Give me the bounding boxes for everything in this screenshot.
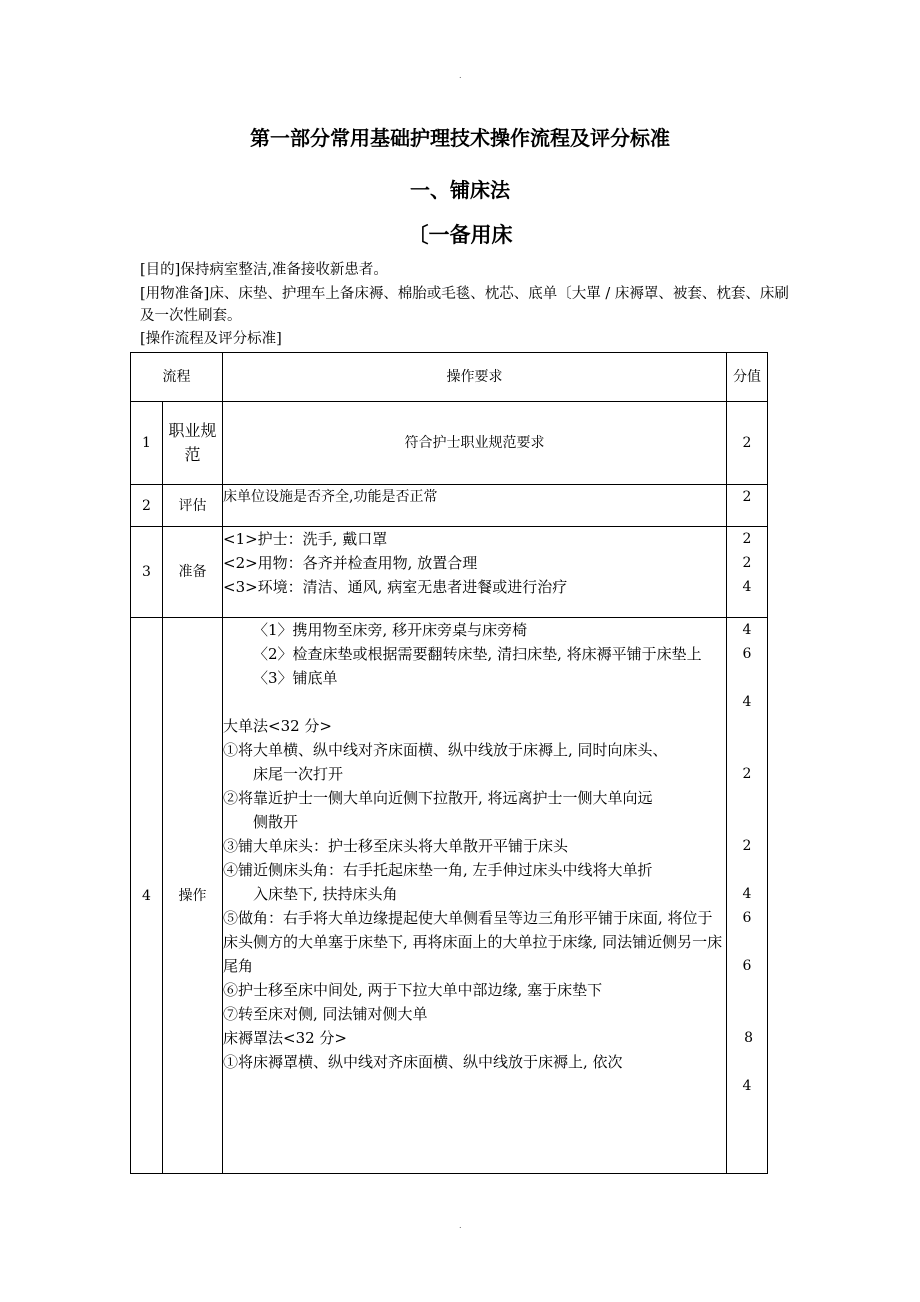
requirement-line: 〈3〉铺底单 (253, 669, 338, 687)
table-header-row (131, 353, 768, 402)
requirement-line: 床尾一次打开 (253, 765, 344, 783)
requirement-line: ⑥护士移至床中间处, 两于下拉大单中部边缘, 塞于床垫下 (223, 981, 603, 999)
score-value: 6 (742, 646, 752, 662)
score-value: 4 (742, 579, 752, 595)
row-step-name: 职业规范 (163, 402, 223, 485)
materials-text: [用物准备]床、床垫、护理车上备床褥、棉胎或毛毯、枕芯、底单〔大單 / 床褥罩、被套、枕套、床刷及一次性刷套。 (140, 286, 789, 324)
row-score: 2 (727, 402, 768, 485)
row-number: 4 (131, 618, 163, 1174)
requirement-line: 〈1〉携用物至床旁, 移开床旁桌与床旁椅 (253, 621, 528, 639)
document-title: 第一部分常用基础护理技术操作流程及评分标准 (250, 126, 670, 150)
requirement-line: <2>用物：各齐并检查用物, 放置合理 (223, 554, 478, 572)
scoring-table (130, 352, 768, 1174)
requirement-line: 大单法<32 分> (223, 717, 332, 735)
requirement-line: ①将大单横、纵中线对齐床面横、纵中线放于床褥上, 同时向床头、 (223, 741, 668, 759)
subsection-heading: 〔一备用床 (407, 223, 513, 247)
score-value: 2 (742, 531, 752, 547)
score-value: 2 (742, 766, 752, 782)
row-requirement (223, 527, 727, 618)
requirement-line: 侧散开 (253, 813, 299, 831)
score-value: 4 (742, 694, 752, 710)
row-number: 1 (131, 402, 163, 485)
score-value: 2 (742, 838, 752, 854)
score-value: 2 (742, 555, 752, 571)
requirement-line: 〈2〉检查床垫或根据需要翻转床垫, 清扫床垫, 将床褥平铺于床垫上 (253, 645, 702, 663)
purpose-text: [目的]保持病室整洁,准备接收新患者。 (140, 262, 388, 278)
section-heading: 一、铺床法 (410, 178, 510, 202)
table-row (131, 618, 768, 1174)
header-flow: 流程 (131, 353, 223, 402)
requirement-line: 床褥罩法<32 分> (223, 1029, 347, 1047)
row-score (727, 618, 768, 1174)
table-row (131, 485, 768, 527)
row-requirement: 符合护士职业规范要求 (223, 402, 727, 485)
page-marker-top: . (459, 71, 462, 80)
row-score (727, 527, 768, 618)
table-row (131, 402, 768, 485)
table-row (131, 527, 768, 618)
page-marker-bottom: . (459, 1221, 462, 1230)
row-number: 3 (131, 527, 163, 618)
row-step-name: 评估 (163, 485, 223, 527)
requirement-line: ①将床褥罩横、纵中线对齐床面横、纵中线放于床褥上, 依次 (223, 1053, 623, 1071)
requirement-line (223, 690, 726, 714)
requirement-line: ③铺大单床头：护士移至床头将大单散开平铺于床头 (223, 837, 569, 855)
score-value: 4 (742, 886, 752, 902)
row-number: 2 (131, 485, 163, 527)
row-requirement: 床单位设施是否齐全,功能是否正常 (223, 485, 727, 527)
requirement-line: 入床垫下, 扶持床头角 (253, 885, 398, 903)
procedure-label: [操作流程及评分标准] (140, 331, 282, 347)
score-value: 4 (742, 1078, 752, 1094)
header-score: 分值 (727, 353, 768, 402)
requirement-line: <3>环境：清洁、通风, 病室无患者进餐或进行治疗 (223, 578, 568, 596)
requirement-line: ④铺近侧床头角：右手托起床垫一角, 左手伸过床头中线将大单折 (223, 861, 653, 879)
requirement-line: ⑤做角：右手将大单边缘提起使大单侧看呈等边三角形平铺于床面, 将位于床头侧方的大单塞于床垫下, 再将床面上的大单拉于床缘, 同法铺近侧另一床尾角 (223, 909, 723, 975)
score-value: 8 (744, 1030, 753, 1046)
row-requirement (223, 618, 727, 1174)
requirement-line: <1>护士：洗手, 戴口罩 (223, 530, 388, 548)
header-requirement: 操作要求 (223, 353, 727, 402)
score-value: 6 (742, 910, 752, 926)
requirement-line: ⑦转至床对侧, 同法铺对侧大单 (223, 1005, 428, 1023)
row-step-name: 操作 (163, 618, 223, 1174)
score-value: 6 (742, 958, 752, 974)
row-score: 2 (727, 485, 768, 527)
score-value: 4 (742, 622, 752, 638)
requirement-line: ②将靠近护士一侧大单向近侧下拉散开, 将远离护士一侧大单向远 (223, 789, 653, 807)
row-step-name: 准备 (163, 527, 223, 618)
